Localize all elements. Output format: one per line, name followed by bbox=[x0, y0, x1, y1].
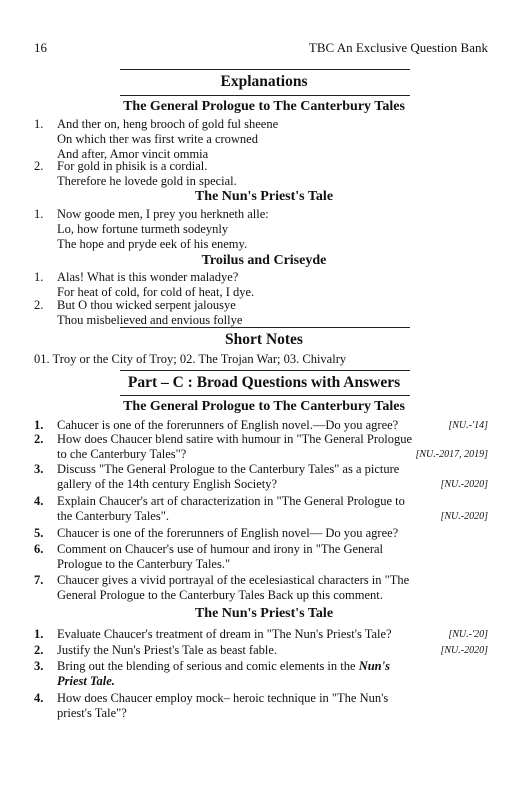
question-text: Chaucer gives a vivid portrayal of the ecelesiastical characters in "The bbox=[57, 573, 410, 587]
verse-line: Thou misbelieved and envious follye bbox=[57, 313, 243, 327]
verse-line: For heat of cold, for cold of heat, I dye. bbox=[57, 285, 255, 299]
verse-line: Alas! What is this wonder maladye? bbox=[57, 270, 239, 284]
np-explanations-title: The Nun's Priest's Tale bbox=[194, 189, 334, 204]
question-number: 3. bbox=[34, 462, 44, 476]
question-number: 6. bbox=[34, 542, 44, 556]
np-questions-title: The Nun's Priest's Tale bbox=[194, 606, 334, 621]
item-number: 2. bbox=[34, 159, 44, 173]
part-c-heading: Part – C : Broad Questions with Answers bbox=[127, 374, 401, 391]
explanations-heading: Explanations bbox=[220, 73, 308, 90]
question-text: priest's Tale"? bbox=[57, 706, 127, 720]
page-number: 16 bbox=[34, 40, 47, 55]
question-number: 5. bbox=[34, 526, 44, 540]
question-text: Evaluate Chaucer's treatment of dream in "The Nun's Priest's Tale? bbox=[57, 627, 392, 641]
exam-reference: [NU.-2020] bbox=[440, 511, 488, 522]
divider bbox=[120, 327, 410, 328]
exam-reference: [NU.-2020] bbox=[440, 479, 488, 490]
exam-reference: [NU.-'14] bbox=[448, 420, 488, 431]
exam-reference: [NU.-'20] bbox=[448, 629, 488, 640]
question-text: to che Canterbury Tales"? bbox=[57, 447, 187, 461]
troilus-explanations-title: Troilus and Criseyde bbox=[201, 253, 327, 268]
question-number: 4. bbox=[34, 494, 44, 508]
verse-line: And ther on, heng brooch of gold ful sheene bbox=[57, 117, 279, 131]
divider bbox=[120, 69, 410, 70]
question-number: 1. bbox=[34, 418, 44, 432]
exam-reference: [NU.-2017, 2019] bbox=[415, 449, 488, 460]
gp-explanations-title: The General Prologue to The Canterbury Tales bbox=[123, 99, 405, 114]
divider bbox=[120, 95, 410, 96]
verse-line: For gold in phisik is a cordial. bbox=[57, 159, 208, 173]
divider bbox=[120, 395, 410, 396]
book-title: TBC An Exclusive Question Bank bbox=[308, 40, 488, 55]
question-number: 2. bbox=[34, 643, 44, 657]
verse-line: And after, Amor vincit ommia bbox=[57, 147, 209, 161]
question-text: the Canterbury Tales". bbox=[57, 509, 169, 523]
question-number: 7. bbox=[34, 573, 44, 587]
page-header bbox=[34, 40, 488, 58]
question-text: Justify the Nun's Priest's Tale as beast fable. bbox=[57, 643, 278, 657]
question-text: gallery of the 14th century English Society? bbox=[57, 477, 278, 491]
question-text: Comment on Chaucer's use of humour and irony in "The General bbox=[57, 542, 384, 556]
question-text: Bring out the blending of serious and comic elements in the bbox=[57, 659, 359, 673]
question-text: Cahucer is one of the forerunners of English novel.—Do you agree? bbox=[57, 418, 399, 432]
short-notes-list: 01. Troy or the City of Troy; 02. The Trojan War; 03. Chivalry bbox=[34, 352, 347, 366]
question-text-emphasis: Nun's bbox=[358, 659, 390, 673]
divider bbox=[120, 370, 410, 371]
question-text: Explain Chaucer's art of characterization in "The General Prologue to bbox=[57, 494, 405, 508]
verse-line: But O thou wicked serpent jalousye bbox=[57, 298, 236, 312]
verse-line: On which ther was first write a crowned bbox=[57, 132, 258, 146]
item-number: 1. bbox=[34, 270, 44, 284]
verse-line: Lo, how fortune turmeth sodeynly bbox=[57, 222, 229, 236]
question-text: Chaucer is one of the forerunners of English novel— Do you agree? bbox=[57, 526, 399, 540]
question-number: 4. bbox=[34, 691, 44, 705]
verse-line: The hope and pryde eek of his enemy. bbox=[57, 237, 248, 251]
question-text: How does Chaucer employ mock– heroic technique in "The Nun's bbox=[57, 691, 389, 705]
short-notes-heading: Short Notes bbox=[225, 331, 303, 348]
item-number: 1. bbox=[34, 207, 44, 221]
item-number: 2. bbox=[34, 298, 44, 312]
question-text: Discuss "The General Prologue to the Canterbury Tales" as a picture bbox=[57, 462, 400, 476]
question-number: 2. bbox=[34, 432, 44, 446]
question-text: Prologue to the Canterbury Tales." bbox=[57, 557, 231, 571]
verse-line: Therefore he lovede gold in special. bbox=[57, 174, 237, 188]
item-number: 1. bbox=[34, 117, 44, 131]
question-text-emphasis: Priest Tale. bbox=[57, 674, 115, 688]
question-number: 3. bbox=[34, 659, 44, 673]
question-text: How does Chaucer blend satire with humour in "The General Prologue bbox=[57, 432, 413, 446]
question-number: 1. bbox=[34, 627, 44, 641]
gp-questions-title: The General Prologue to The Canterbury Tales bbox=[123, 399, 405, 414]
question-text: General Prologue to the Canterbury Tales Back up this comment. bbox=[57, 588, 383, 602]
exam-reference: [NU.-2020] bbox=[440, 645, 488, 656]
verse-line: Now goode men, I prey you herkneth alle: bbox=[57, 207, 269, 221]
